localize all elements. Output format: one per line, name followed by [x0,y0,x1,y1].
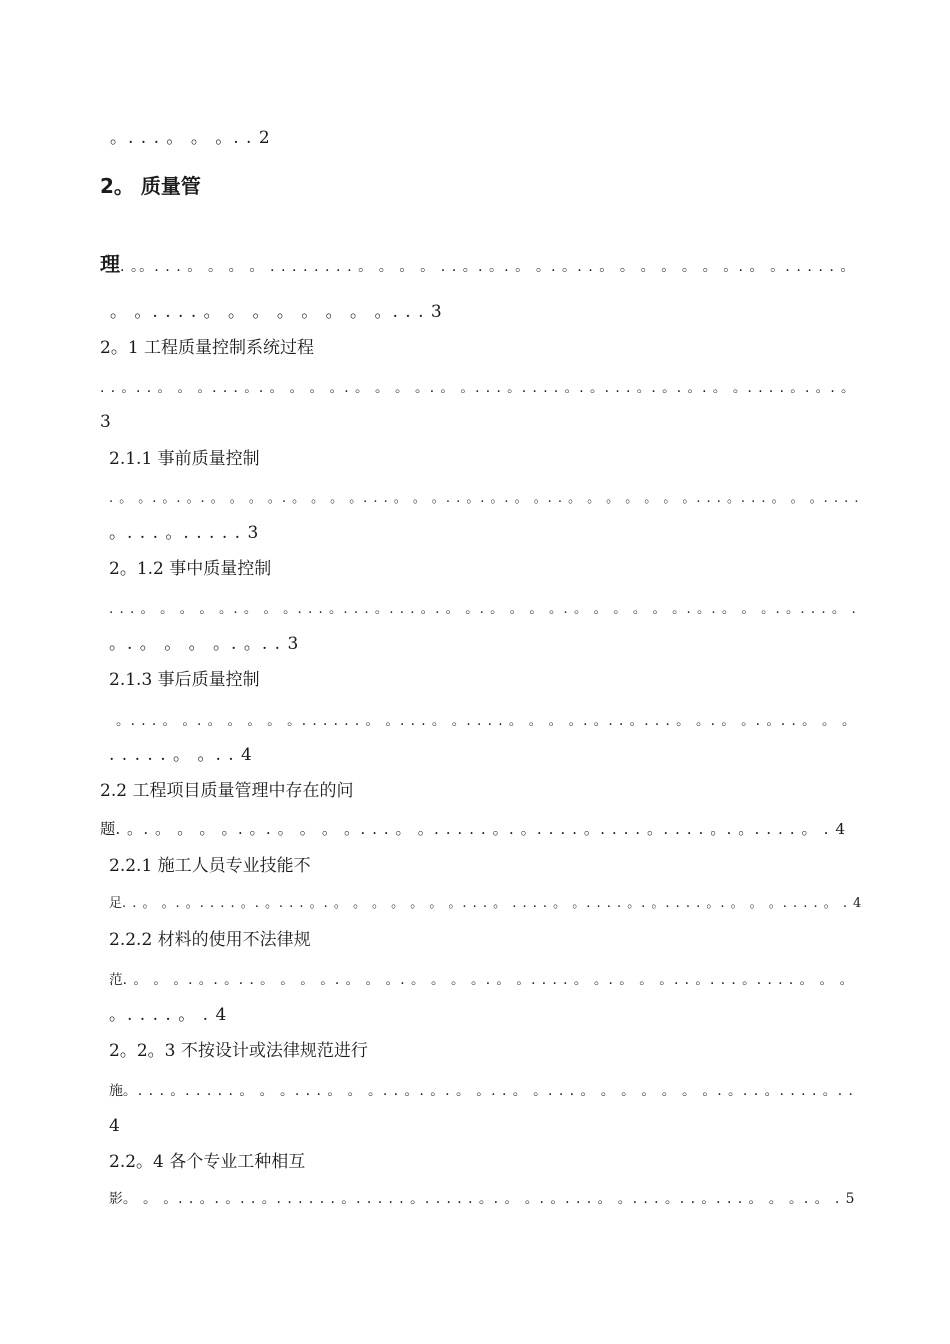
toc-entry-2-2-continuation [100,818,846,840]
toc-leader-dots: 。 。 。. . 。. 。. . 。. . . . . . 。. . . . . 。. . . . . 。. 。 。. 。. . . 。 。. . . 。. . 。. . . 。 。 。. 。 . 5 [122,1191,856,1207]
toc-heading-2-char: 理 [100,252,120,276]
toc-entry-2-2-1-continuation [109,893,862,915]
toc-entry-char: 影 [109,1191,123,1207]
toc-entry-2-2-2: 2.2.2 材料的使用不法律规 [109,930,311,950]
toc-entry-2-2: 2.2 工程项目质量管理中存在的问 [100,781,354,801]
toc-page-number: 4 [109,1116,120,1136]
toc-leader-dots: . . . 。 。 。 。 。. 。 。 。. . . 。. . . 。. . . 。. 。 。. 。 。 。 。. 。 。 。 。 。 。. 。. 。 。 。. 。. . . 。 . [109,602,857,617]
toc-entry-2-1: 2。1 工程质量控制系统过程 [100,338,315,358]
toc-leader-dots: 。. . . 。. . . . . 。 。 。. . . 。 。 。. . 。. 。. 。 。. . 。 。. . . 。 。 。 。 。 。 。. 。. . 。. . . . 。. . [122,1083,854,1099]
toc-page-number-line: 。. . . 。. . . . . 3 [109,523,260,543]
toc-page-number-line: 。. 。 。 。 。. 。. . 3 [109,634,300,654]
toc-leader-dots: . . 。. . 。 。 。. . . 。. 。 。 。 。. 。 。 。 。. 。 。. . . 。. . . . 。. 。. . . 。. 。. 。. 。 。. . . . 。. 。. 。 [100,380,856,396]
toc-entry-char: 范 [109,972,123,988]
toc-entry-2-2-3: 2。2。3 不按设计或法律规范进行 [109,1041,368,1061]
toc-leader-dots: . 。 。 。. 。. 。. . 。 。 。 。. 。 。 。. 。 。 。 。. 。 。. . . . 。 。. 。 。 。. . 。. . . 。. . . . 。 。 。 [122,972,855,988]
toc-entry-2-1-2: 2。1.2 事中质量控制 [109,559,272,579]
toc-page-number: 3 [100,412,111,432]
toc-leader-dots: 。. . . 。 。. 。 。 。 。 。. . . . . . 。 。. . . 。 。. . . . 。 。 。 。. 。. . 。. . . 。 。. 。 。. 。. . 。 。 。 [116,713,857,729]
toc-heading-2-continuation [100,253,856,278]
toc-leader-dots: . 。。. . . 。 。 。 。 . . . . . . . . 。 。 。 。 . . 。. 。. 。 。. 。. . 。 。 。 。 。 。 。. 。 。. . . . . 。 [120,259,856,275]
toc-entry-char: 题 [100,820,116,838]
toc-line-continuation: 。. . . 。 。 。. . 2 [110,128,271,148]
toc-entry-2-2-1: 2.2.1 施工人员专业技能不 [109,856,311,876]
toc-entry-2-2-4-continuation [109,1188,855,1210]
toc-entry-2-2-4: 2.2。4 各个专业工种相互 [109,1152,306,1172]
toc-leader-dots: . 。 。. 。. 。. 。 。 。 。. 。 。 。 。. . . 。 。 。. . 。. 。. 。 。. . 。 。 。 。 。 。 。. . . 。. . . 。 。 。. . . . [109,491,860,506]
toc-leader-dots: . 。. 。 。 。 。. 。. 。 。 。 。. . . 。 。. . . . . 。. 。. . . . 。. . . . 。. . . . 。. 。. . . . 。 . 4 [115,820,847,838]
toc-heading-2: 2。 质量管 [100,174,201,198]
toc-entry-2-2-2-continuation [109,969,854,991]
toc-leader-dots: . . 。 。. 。. . . . 。. 。. . . 。. 。 。 。 。 。 。 。. . . 。 . . . . 。 。. . . . 。. 。. . . . 。. 。 。 。. . . . 。 . 4 [121,896,863,911]
toc-page-number-line: 。. . . . 。 . 4 [109,1005,228,1025]
toc-entry-2-1-1: 2.1.1 事前质量控制 [109,449,260,469]
toc-entry-char: 足 [109,896,122,911]
toc-entry-2-2-3-continuation [109,1080,854,1102]
toc-entry-2-1-3: 2.1.3 事后质量控制 [109,670,260,690]
toc-page-number-line: . . . . . 。 。. . 4 [109,745,253,765]
toc-entry-char: 施 [109,1083,123,1099]
toc-page-number-line: 。 。. . . . 。 。 。 。 。 。 。 。. . . 3 [110,302,443,322]
